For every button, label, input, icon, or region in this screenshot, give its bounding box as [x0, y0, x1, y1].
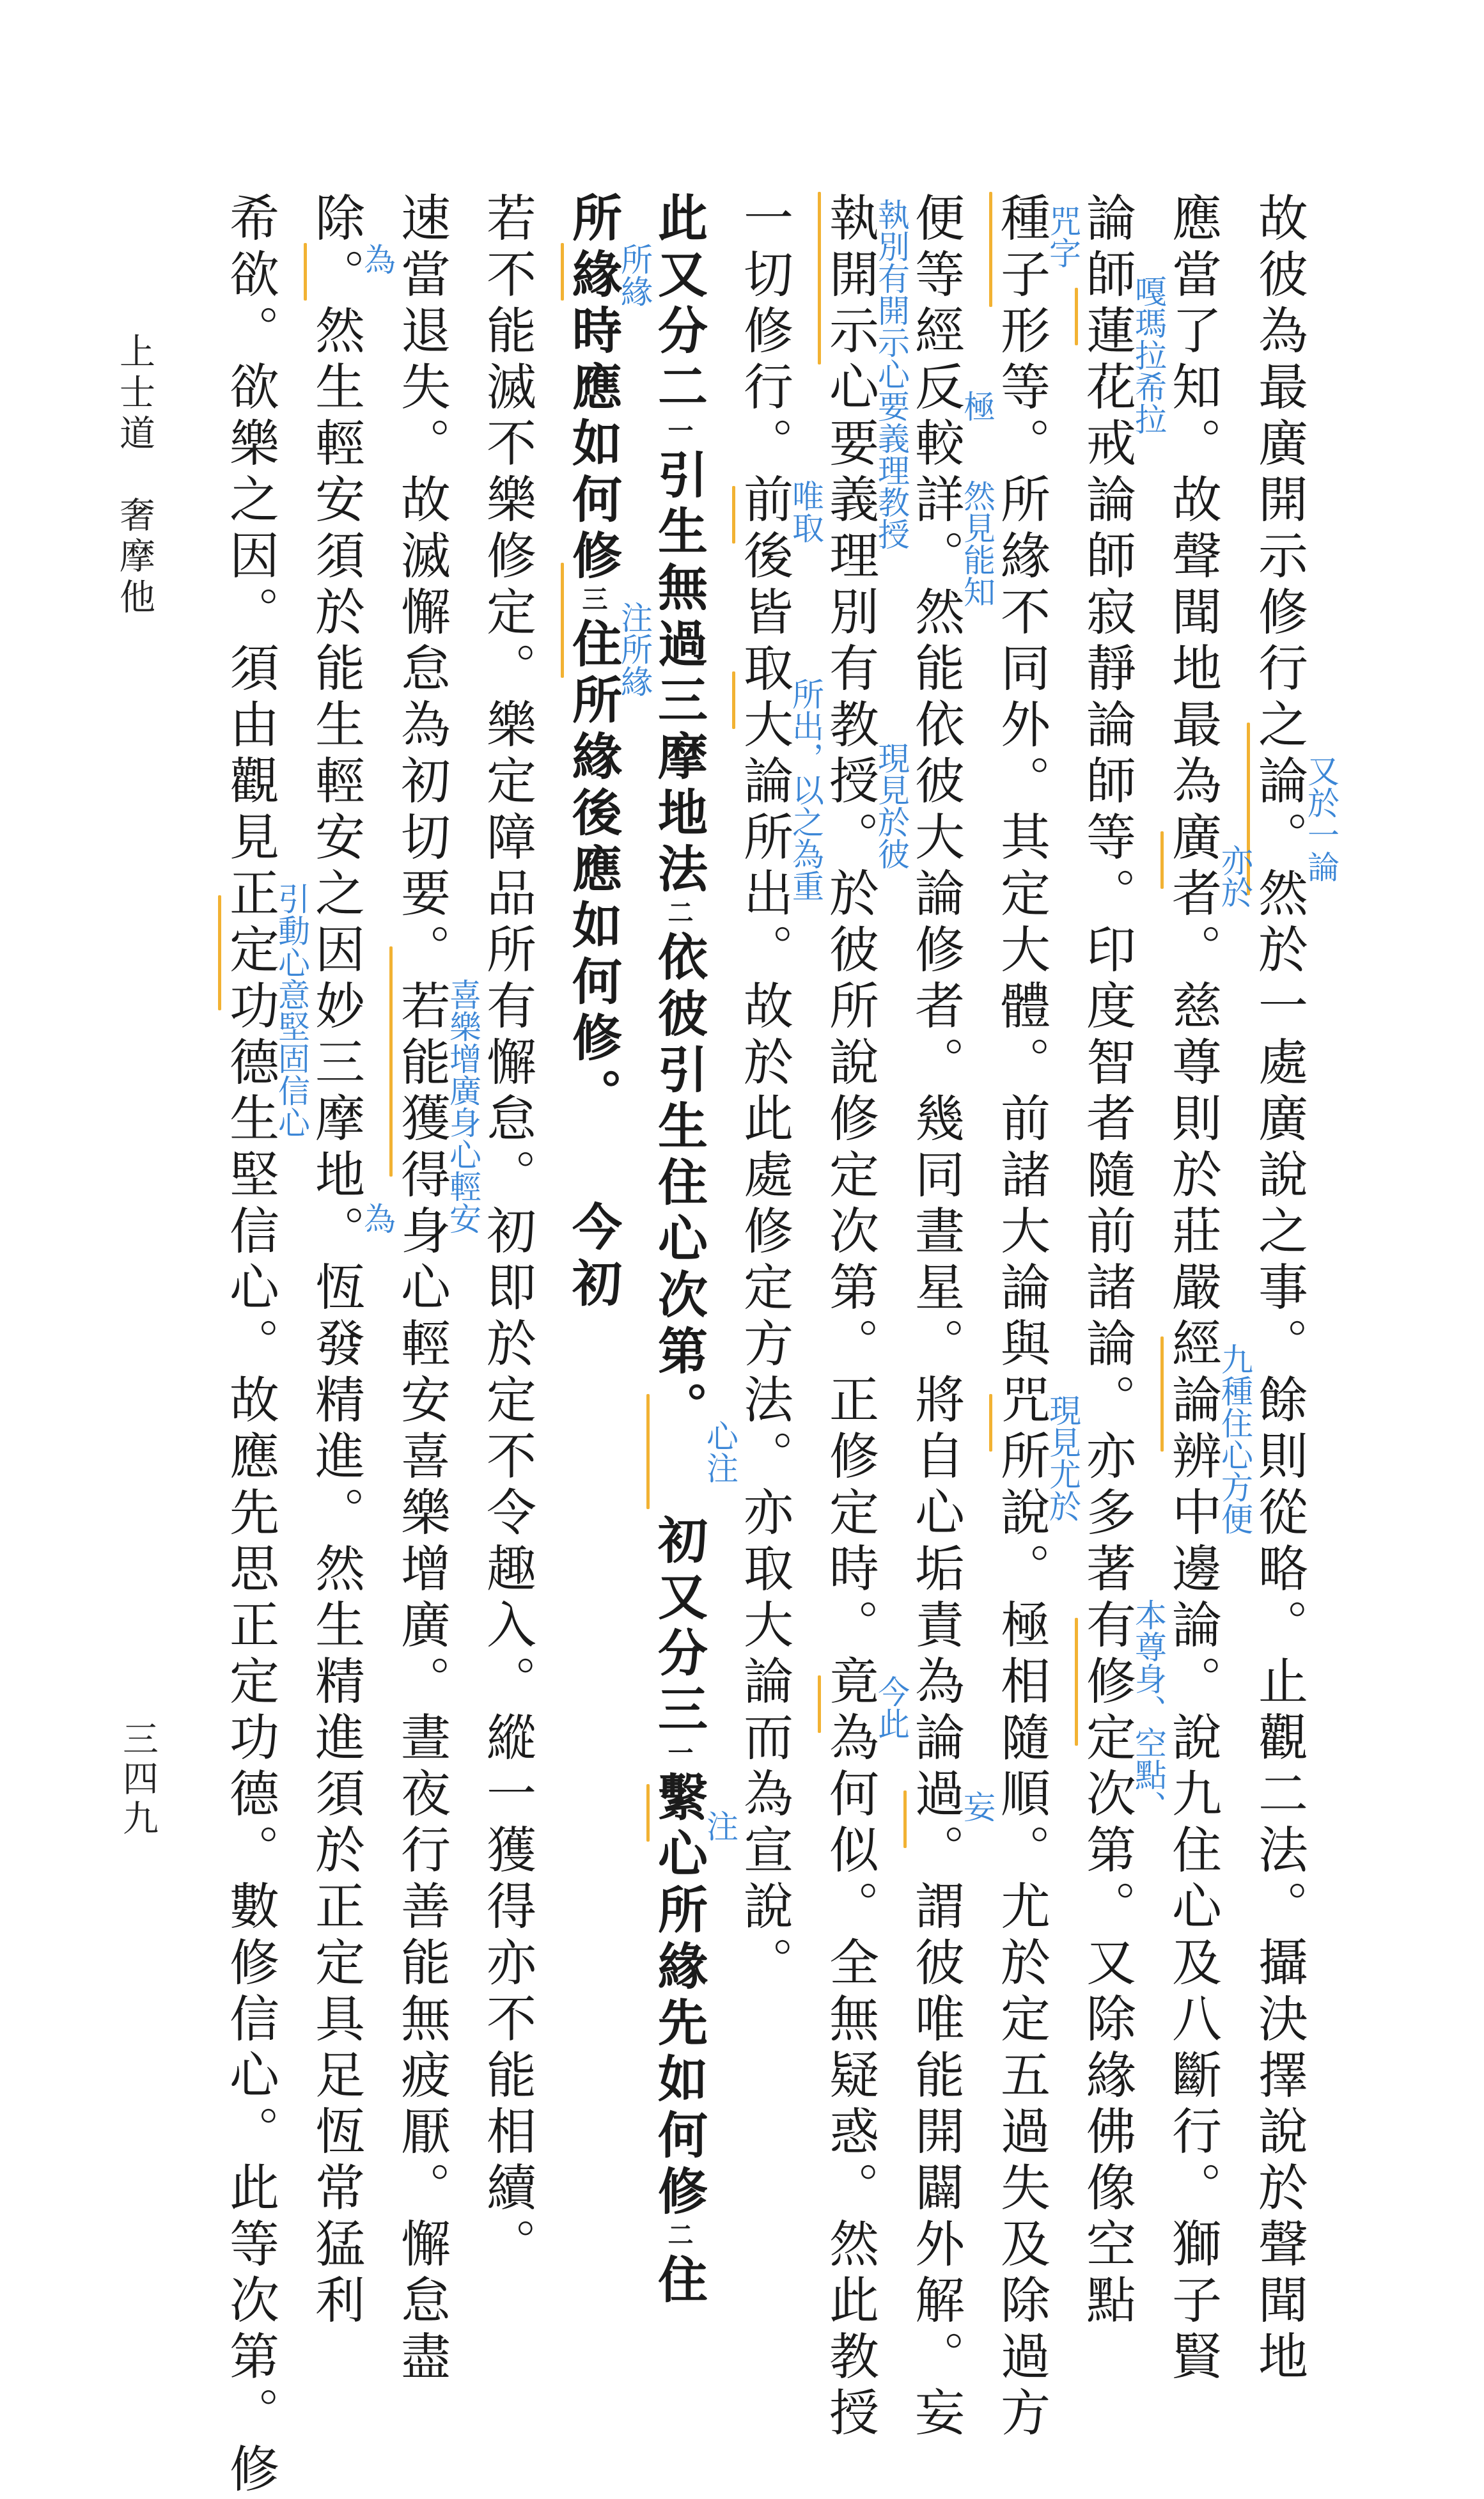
- gloss-annotation: 嘎瑪拉希拉: [1130, 275, 1167, 435]
- outline-segment: 一: [664, 1739, 694, 1771]
- highlight-marker: [989, 192, 992, 307]
- gloss-annotation: 注: [701, 1810, 738, 1842]
- gloss-annotation: 唯取: [787, 480, 824, 544]
- gloss-annotation: 注所緣: [616, 601, 653, 697]
- outline-segment: 今初: [564, 1201, 622, 1313]
- gloss-annotation: 喜樂增廣身心輕安: [444, 978, 481, 1234]
- outline-segment: 所緣時應如何修: [564, 192, 622, 586]
- outline-heading-column-2: [564, 192, 621, 1918]
- highlight-marker: [1075, 1618, 1078, 1746]
- highlight-marker: [646, 1394, 650, 1509]
- highlight-marker: [304, 243, 307, 301]
- gloss-annotation: 現見於彼: [873, 742, 910, 870]
- text-column-12: 除。然生輕安須於能生輕安之因妙三摩地。恆發精進。然生精進須於正定具足恆常猛利: [307, 192, 364, 2330]
- gloss-annotation: 本尊身、空點、: [1130, 1599, 1167, 1822]
- outline-segment: 住: [650, 2253, 708, 2310]
- outline-segment: 繫心所緣先如何修: [650, 1771, 708, 2221]
- highlight-marker: [818, 192, 821, 364]
- gloss-annotation: 妄: [958, 1790, 996, 1822]
- chapter-title: 上士道 奢摩他: [114, 333, 155, 619]
- highlight-marker: [561, 243, 564, 301]
- highlight-marker: [389, 946, 393, 1177]
- text-column-4: 種子形等。所緣不同外。其定大體。前諸大論與咒所說。極相隨順。尤於定五過失及除過方: [992, 192, 1050, 2443]
- text-column-3: 論師蓮花戒論師寂靜論師等。印度智者隨前諸論。亦多著有修定次第。又除緣佛像空點: [1078, 192, 1136, 2330]
- highlight-marker: [989, 1394, 992, 1452]
- highlight-marker: [903, 1790, 907, 1848]
- text-column-11: 速當退失。故滅懈怠為初切要。若能獲得身心輕安喜樂增廣。晝夜行善能無疲厭。懈怠盡: [393, 192, 450, 2386]
- highlight-marker: [732, 671, 735, 729]
- text-column-1: 故彼為最廣開示修行之論。然於一處廣說之事。餘則從略。止觀二法。攝決擇說於聲聞地: [1250, 192, 1308, 2386]
- gloss-annotation: 所緣: [616, 243, 653, 307]
- text-column-6: 執開示心要義理別有教授。於彼所說修定次第。正修定時。竟為何似。全無疑惑。然此教授: [821, 192, 879, 2443]
- text-column-13: 希欲。欲樂之因。須由觀見正定功德生堅信心。故應先思正定功德。數修信心。此等次第。修: [221, 192, 279, 2499]
- gloss-annotation: 咒字: [1044, 205, 1081, 269]
- highlight-marker: [646, 1784, 650, 1842]
- outline-segment: 引生無過三摩地法: [650, 449, 708, 899]
- gloss-annotation: 亦於: [1216, 844, 1253, 908]
- gloss-annotation: 執別有開示心要義理教授: [873, 198, 910, 550]
- outline-segment: 一: [664, 417, 694, 449]
- highlight-marker: [732, 486, 735, 544]
- outline-heading-column-1: [650, 192, 708, 2310]
- highlight-marker: [1160, 1336, 1164, 1452]
- gloss-annotation: 引動心意堅固信心: [273, 882, 310, 1138]
- outline-segment: 二: [664, 2221, 694, 2253]
- text-column-7: 一切修行。前後皆取大論所出。故於此處修定方法。亦取大論而為宣說。: [735, 192, 793, 1993]
- highlight-marker: [818, 1675, 821, 1733]
- outline-segment: 住所緣後應如何修。: [564, 618, 622, 1124]
- gloss-annotation: 今此: [873, 1675, 910, 1739]
- outline-segment: 此又分二: [650, 192, 708, 417]
- highlight-marker: [1075, 288, 1078, 345]
- outline-segment: 二: [664, 899, 694, 931]
- gloss-annotation: 然見能知: [958, 480, 996, 607]
- highlight-marker: [218, 895, 221, 1010]
- gloss-annotation: 為: [359, 243, 396, 275]
- page-number: 三四九: [117, 1720, 159, 1839]
- gloss-annotation: 極: [958, 390, 996, 422]
- gloss-annotation: 心注: [701, 1420, 738, 1484]
- highlight-marker: [1160, 831, 1164, 889]
- outline-segment: 三: [578, 586, 608, 618]
- gloss-annotation: 現見尤於: [1044, 1394, 1081, 1522]
- outline-segment: 依彼引生住心次第。: [650, 931, 708, 1438]
- gloss-annotation: 所出，以之為重: [787, 678, 824, 902]
- text-column-2: 應當了知。故聲聞地最為廣者。慈尊則於莊嚴經論辨中邊論。說九住心及八斷行。獅子賢: [1164, 192, 1221, 2386]
- text-column-5: 便等經反較詳。然能依彼大論修者。幾同晝星。將自心垢責為論過。謂彼唯能開闢外解。妄: [907, 192, 964, 2443]
- gloss-annotation: 為: [359, 1202, 396, 1234]
- outline-segment: 初又分三: [650, 1514, 708, 1739]
- text-column-10: 若不能滅不樂修定。樂定障品所有懈怠。初即於定不令趣入。縱一獲得亦不能相續。: [478, 192, 536, 2274]
- gloss-annotation: 九種住心方便: [1216, 1343, 1253, 1535]
- highlight-marker: [561, 563, 564, 678]
- gloss-annotation: 又於一論: [1302, 755, 1340, 882]
